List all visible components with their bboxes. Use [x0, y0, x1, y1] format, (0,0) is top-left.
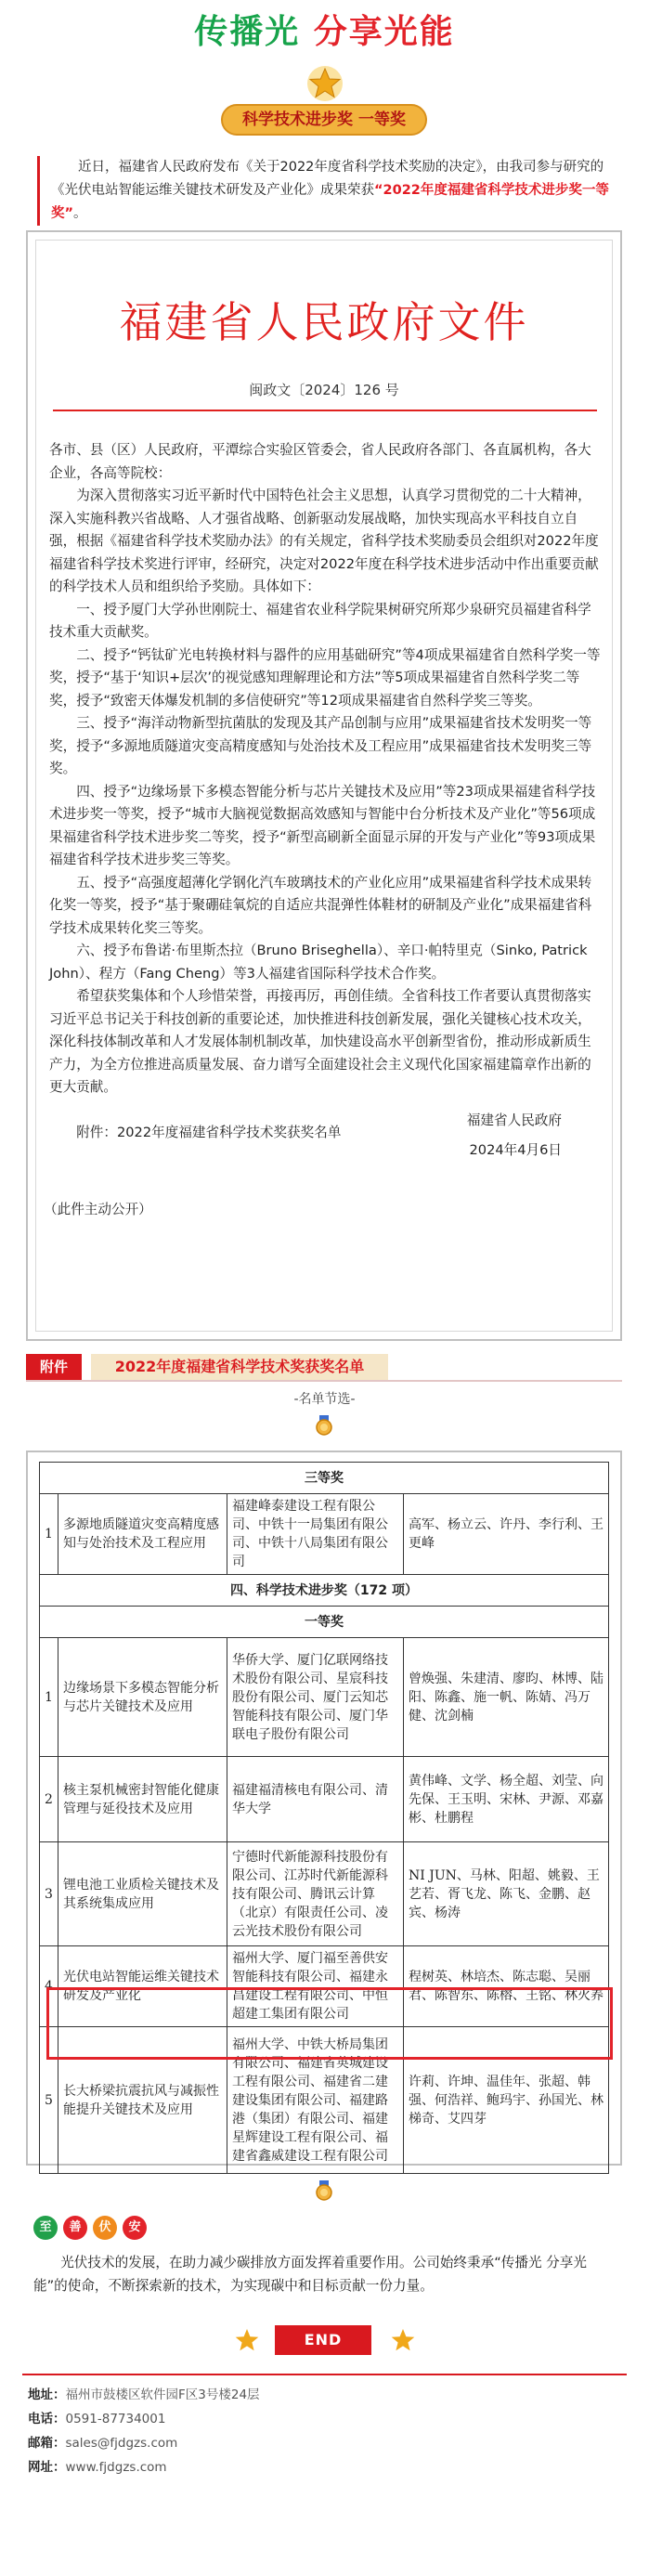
document-date: 2024年4月6日 — [469, 1142, 562, 1158]
badge-zhi: 至 — [33, 2216, 58, 2240]
project-name: 长大桥梁抗震抗风与减振性能提升关键技术及应用 — [58, 2027, 227, 2174]
email-link[interactable]: sales@fjdgzs.com — [65, 2436, 178, 2451]
star-icon — [234, 2327, 260, 2353]
website-label: 网址： — [28, 2460, 66, 2475]
closing-paragraph: 光伏技术的发展，在助力减少碳排放方面发挥着重要作用。公司始终秉承“传播光 分享光能”的使命，不断探索新的技术，为实现碳中和目标贡献一份力量。 — [33, 2255, 587, 2294]
table-row — [40, 1638, 609, 1757]
third-prize-header: 三等奖 — [40, 1463, 609, 1494]
table-row — [40, 1575, 609, 1607]
star-icon — [390, 2327, 416, 2353]
intro-text-a: 近日，福建省人民政府发布《关于2022年度省科学技术奖励的决定》，由我司参与研究的《光伏电站智能运维关键技术研发及产业化》成果荣获 — [51, 160, 604, 198]
intro-text-b: 。 — [73, 206, 87, 221]
row-index: 5 — [40, 2027, 58, 2174]
people: 曾焕强、朱建清、廖昀、林博、陆阳、陈鑫、施一帆、陈婧、冯万健、沈剑楠 — [404, 1638, 609, 1757]
appendix-title: 2022年度福建省科学技术奖获奖名单 — [91, 1354, 388, 1380]
project-name: 多源地质隧道灾变高精度感知与处治技术及工程应用 — [58, 1494, 227, 1575]
address-value: 福州市鼓楼区软件园F区3号楼24层 — [65, 2387, 260, 2402]
table-row — [40, 1842, 609, 1946]
badge-an: 安 — [123, 2216, 147, 2240]
contact-phone — [28, 2407, 260, 2431]
excerpt-label: -名单节选- — [293, 1392, 356, 1407]
section-header: 四、科学技术进步奖（172 项） — [40, 1575, 609, 1607]
table-row — [40, 1463, 609, 1494]
people: 许莉、许坤、温佳年、张超、韩强、何浩祥、鲍玛宇、孙国光、林梯奇、艾四芽 — [404, 2027, 609, 2174]
badge-shan: 善 — [63, 2216, 87, 2240]
table-row — [40, 1757, 609, 1842]
appendix-tag: 附件 — [26, 1354, 82, 1380]
document-body — [49, 439, 601, 1144]
end-row — [0, 2325, 649, 2357]
doc-paragraph: 六、授予布鲁诺·布里斯杰拉（Bruno Briseghella）、辛口·帕特里克（Sinko, Patrick John）、程方（Fang Cheng）等3人福建省国际科学技术合作奖。 — [49, 943, 588, 982]
footer-divider — [22, 2374, 627, 2375]
medal-icon — [314, 2180, 334, 2201]
people: NI JUN、马林、阳超、姚毅、王艺若、胥飞龙、陈飞、金鹏、赵宾、杨涛 — [404, 1842, 609, 1946]
table-row — [40, 1607, 609, 1638]
government-document-frame — [26, 230, 622, 1341]
medal-icon — [314, 1415, 334, 1436]
document-signature — [467, 1106, 562, 1165]
first-prize-header: 一等奖 — [40, 1607, 609, 1638]
organizations: 华侨大学、厦门亿联网络技术股份有限公司、星宸科技股份有限公司、厦门云知芯智能科技有限公司、厦门华联电子股份有限公司 — [227, 1638, 404, 1757]
red-divider — [53, 410, 597, 411]
people: 黄伟峰、文学、杨全超、刘莹、向先保、王玉明、宋林、尹源、邓嘉彬、杜鹏程 — [404, 1757, 609, 1842]
people: 高军、杨立云、许丹、李行利、王更峰 — [404, 1494, 609, 1575]
government-document — [35, 240, 613, 1332]
gold-star-icon — [306, 65, 344, 102]
table-row — [40, 1494, 609, 1575]
project-name: 边缘场景下多模态智能分析与芯片关键技术及应用 — [58, 1638, 227, 1757]
doc-paragraph: 二、授予“钙钛矿光电转换材料与器件的应用基础研究”等4项成果福建省自然科学奖一等奖，授予“基于‘知识+层次’的视觉感知理解理论和方法”等5项成果福建省自然科学奖二等奖，授予“致密天体爆发机制的多信使研究”等12项成果福建省自然科学奖三等奖。 — [49, 646, 601, 709]
doc-attachment-line: 附件：2022年度福建省科学技术奖获奖名单 — [76, 1124, 342, 1140]
slogan-part-2: 分享光能 — [313, 13, 455, 51]
row-index: 1 — [40, 1494, 58, 1575]
project-name: 核主泵机械密封智能化健康管理与延役技术及应用 — [58, 1757, 227, 1842]
award-table — [39, 1462, 609, 2174]
end-marker: END — [275, 2325, 371, 2355]
intro-paragraph — [37, 156, 613, 226]
organizations: 宁德时代新能源科技股份有限公司、江苏时代新能源科技有限公司、腾讯云计算（北京）有限责任公司、凌云光技术股份有限公司 — [227, 1842, 404, 1946]
organizations: 福建福清核电有限公司、清华大学 — [227, 1757, 404, 1842]
contact-info — [28, 2383, 260, 2479]
doc-paragraph: 五、授予“高强度超薄化学钢化汽车玻璃技术的产业化应用”成果福建省科学技术成果转化奖一等奖，授予“基于聚硼硅氧烷的自适应共混弹性体鞋材的研制及产业化”成果福建省科学技术成果转化奖三等奖。 — [49, 874, 592, 936]
people: 程树英、林培杰、陈志聪、吴丽君、陈智东、陈榕、王铭、林火养 — [404, 1946, 609, 2027]
contact-address — [28, 2383, 260, 2407]
doc-paragraph: 各市、县（区）人民政府，平潭综合实验区管委会，省人民政府各部门、各直属机构，各大企业，各高等院校： — [49, 442, 591, 481]
website-link[interactable]: www.fjdgzs.com — [65, 2460, 167, 2475]
document-title: 福建省人民政府文件 — [119, 297, 529, 347]
organizations: 福州大学、中铁大桥局集团有限公司、福建省英城建设工程有限公司、福建省二建建设集团有限公司、福建路港（集团）有限公司、福建星辉建设工程有限公司、福建省鑫威建设工程有限公司 — [227, 2027, 404, 2174]
doc-paragraph: 希望获奖集体和个人珍惜荣誉，再接再厉，再创佳绩。全省科技工作者要认真贯彻落实习近平总书记关于科技创新的重要论述，加快推进科技创新发展，强化关键核心技术攻关，深化科技体制改革和人才发展体制机制改革，加快建设高水平创新型省份，推动形成新质生产力，为全方位推进高质量发展、奋力谱写全面建设社会主义现代化国家福建篇章作出新的更大贡献。 — [49, 988, 591, 1095]
slogan-part-1: 传播光 — [194, 13, 301, 51]
award-ribbon: 科学技术进步奖 一等奖 — [221, 104, 427, 136]
appendix-underline — [26, 1380, 622, 1382]
doc-paragraph: 四、授予“边缘场景下多模态智能分析与芯片关键技术及应用”等23项成果福建省科学技术进步奖一等奖，授予“城市大脑视觉数据高效感知与智能中台分析技术及产业化”等56项成果福建省科学技术进步奖二等奖，授予“新型高刷新全面显示屏的开发与产业化”等93项成果福建省科学技术进步奖三等奖。 — [49, 783, 596, 867]
badge-row — [33, 2216, 152, 2240]
row-index: 4 — [40, 1946, 58, 2027]
award-list-frame — [26, 1451, 622, 2166]
project-name: 光伏电站智能运维关键技术研发及产业化 — [58, 1946, 227, 2027]
contact-website — [28, 2455, 260, 2479]
row-index: 1 — [40, 1638, 58, 1757]
public-note: （此件主动公开） — [44, 1202, 152, 1217]
document-signer: 福建省人民政府 — [466, 1112, 562, 1128]
phone-value[interactable]: 0591-87734001 — [65, 2412, 166, 2426]
doc-paragraph: 三、授予“海洋动物新型抗菌肽的发现及其产品创制与应用”成果福建省技术发明奖一等奖，授予“多源地质隧道灾变高精度感知与处治技术及工程应用”成果福建省技术发明奖三等奖。 — [49, 715, 592, 776]
organizations: 福州大学、厦门福至善供安智能科技有限公司、福建永昌建设工程有限公司、中恒超建工集团有限公司 — [227, 1946, 404, 2027]
row-index: 3 — [40, 1842, 58, 1946]
organizations: 福建峰泰建设工程有限公司、中铁十一局集团有限公司、中铁十八局集团有限公司 — [227, 1494, 404, 1575]
hero-slogan — [0, 6, 649, 53]
badge-fu: 伏 — [93, 2216, 117, 2240]
highlight-box — [46, 1987, 613, 2060]
doc-paragraph: 为深入贯彻落实习近平新时代中国特色社会主义思想，认真学习贯彻党的二十大精神，深入实施科教兴省战略、人才强省战略、创新驱动发展战略，加快实现高水平科技自立自强，根据《福建省科学技术奖励办法》的有关规定，省科学技术奖励委员会组织对2022年度福建省科学技术奖进行评审，经研究，决定对2022年度在科学技术进步活动中作出重要贡献的科学技术人员和组织给予奖励。具体如下： — [49, 488, 599, 594]
address-label: 地址： — [28, 2387, 66, 2402]
project-name: 锂电池工业质检关键技术及其系统集成应用 — [58, 1842, 227, 1946]
doc-paragraph: 一、授予厦门大学孙世刚院士、福建省农业科学院果树研究所郑少泉研究员福建省科学技术重大贡献奖。 — [49, 601, 591, 640]
phone-label: 电话： — [28, 2412, 66, 2426]
contact-email — [28, 2431, 260, 2455]
email-label: 邮箱： — [28, 2436, 66, 2451]
document-number: 闽政文〔2024〕126 号 — [249, 382, 399, 398]
intro-highlight: “2022年度福建省科学技术进步奖一等奖” — [51, 183, 609, 221]
row-index: 2 — [40, 1757, 58, 1842]
